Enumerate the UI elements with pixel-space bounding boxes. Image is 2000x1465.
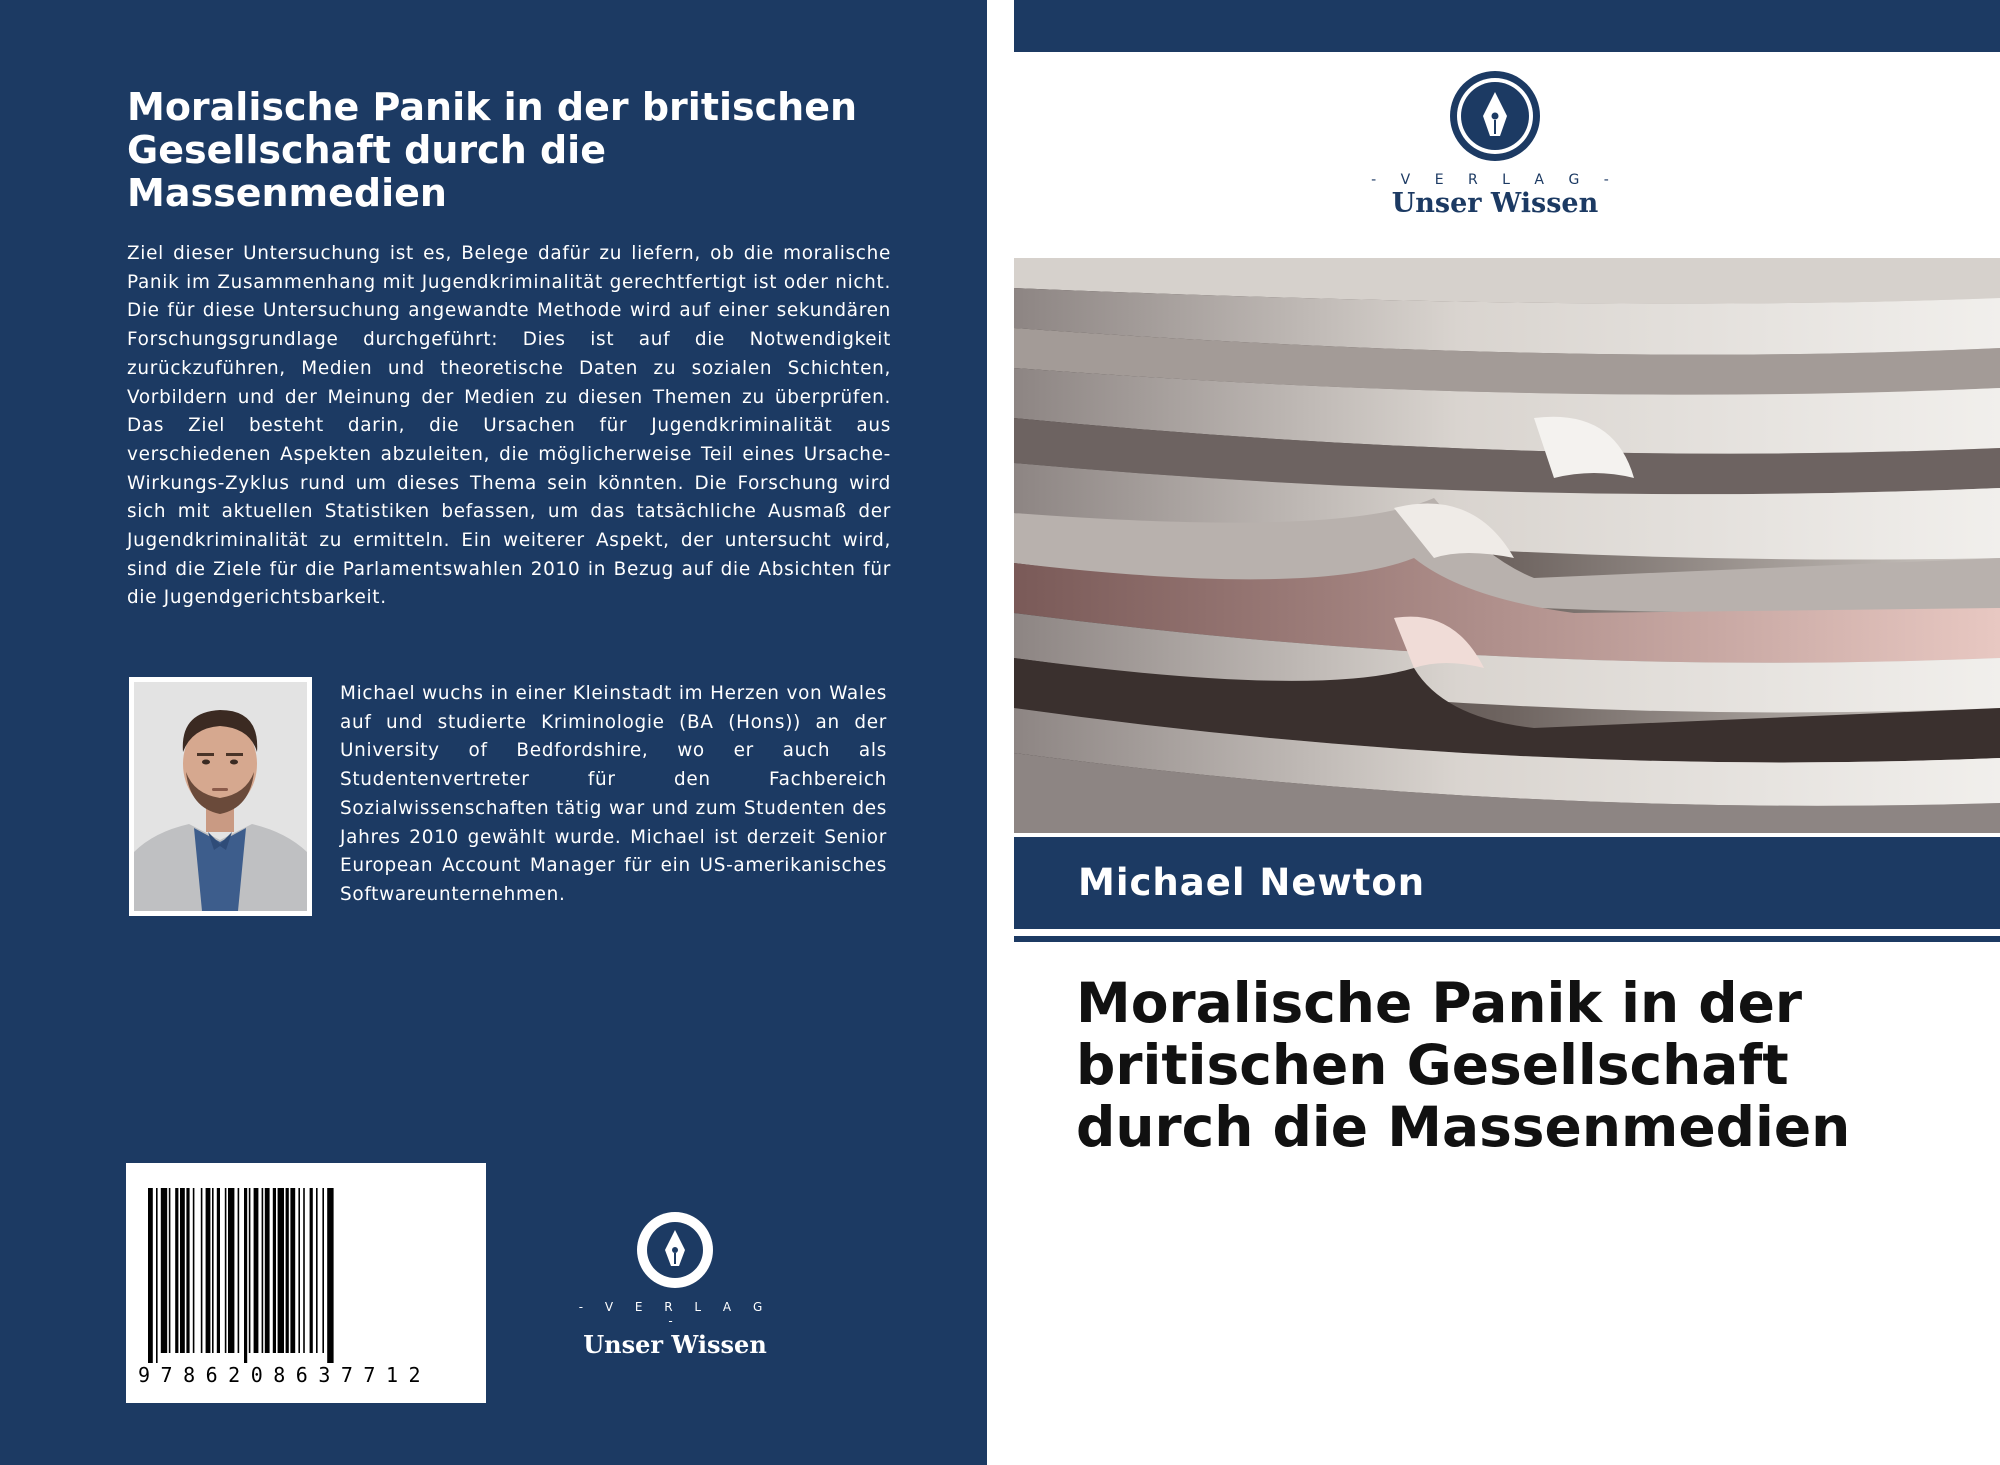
isbn-barcode [126, 1163, 486, 1403]
cover-photo [1014, 258, 2000, 833]
barcode-bar [238, 1188, 240, 1353]
barcode-bar [290, 1188, 295, 1353]
stacked-newspapers-image [1014, 258, 2000, 833]
back-publisher-logo [570, 1210, 780, 1359]
author-photo [129, 677, 312, 916]
barcode-bar [244, 1188, 247, 1363]
barcode-bar [180, 1188, 185, 1353]
pen-nib-seal-icon [1449, 70, 1541, 162]
barcode-bar [262, 1188, 264, 1353]
barcode-bar [327, 1188, 333, 1363]
back-cover [0, 0, 987, 1465]
author-portrait-image [134, 682, 307, 911]
barcode-bar [254, 1188, 259, 1353]
front-author-name: Michael Newton [1078, 861, 1426, 904]
front-publisher-logo [1370, 70, 1620, 220]
barcode-bars [126, 1163, 486, 1363]
barcode-bar [249, 1188, 251, 1353]
barcode-bar [310, 1188, 313, 1353]
barcode-bar [273, 1188, 276, 1353]
barcode-bar [206, 1188, 211, 1353]
barcode-bar [303, 1188, 305, 1353]
front-cover-title: Moralische Panik in der britischen Gesellschaft durch die Massenmedien [1076, 971, 1851, 1159]
barcode-bar [156, 1188, 158, 1363]
barcode-bar [161, 1188, 167, 1353]
front-publisher-name: Unser Wissen [1391, 188, 1599, 219]
front-top-bar [1014, 0, 2000, 52]
author-bio: Michael wuchs in einer Kleinstadt im Herzen von Wales auf und studierte Kriminologie (BA (Hons)) an der University of Bedfordshire, wo er auch als Studentenvertreter für den Fachbereich Sozialwissenschaften tätig war und zum Studenten des Jahres 2010 gewählt wurde. Michael ist derzeit Senior European Account Manager für ein US-amerikanisches Softwareunternehmen. [340, 683, 887, 905]
barcode-bar [193, 1188, 195, 1353]
barcode-bar [148, 1188, 153, 1363]
barcode-bar [322, 1188, 324, 1353]
barcode-bar [316, 1188, 318, 1353]
barcode-bar [201, 1188, 203, 1353]
barcode-bar [175, 1188, 178, 1353]
author-band [1014, 837, 2000, 929]
front-publisher-verlag: - V E R L A G - [1371, 172, 1619, 188]
isbn-digits: 9786208637712 [138, 1363, 432, 1387]
back-publisher-verlag: - V E R L A G - [578, 1300, 772, 1328]
barcode-bar [225, 1188, 227, 1353]
barcode-bar [217, 1188, 220, 1353]
back-cover-title: Moralische Panik in der britischen Gesellschaft durch die Massenmedien [127, 85, 858, 215]
barcode-bar [228, 1188, 234, 1353]
barcode-bar [265, 1188, 270, 1353]
barcode-bar [186, 1188, 189, 1353]
divider-rule [1014, 936, 2000, 942]
barcode-bar [212, 1188, 214, 1353]
pen-nib-seal-icon [635, 1210, 715, 1290]
back-publisher-name: Unser Wissen [583, 1330, 767, 1359]
barcode-bar [169, 1188, 171, 1353]
barcode-bar [298, 1188, 300, 1353]
back-cover-blurb: Ziel dieser Untersuchung ist es, Belege dafür zu liefern, ob die moralische Panik im Zusammenhang mit Jugendkriminalität gerechtfertigt ist oder nicht. Die für diese Untersuchung angewandte Methode wird auf einer sekundären Forschungsgrundlage durchgeführt: Dies ist auf die Notwendigkeit zurückzuführen, Medien und theoretische Daten zu sozialen Schichten, Vorbildern und der Meinung der Medien zu diesen Themen zu überprüfen. Das Ziel besteht darin, die Ursachen für Jugendkriminalität aus verschiedenen Aspekten abzuleiten, die möglicherweise Teil eines Ursache-Wirkungs-Zyklus rund um dieses Thema sein könnten. Die Forschung wird sich mit aktuellen Statistiken befassen, um das tatsächliche Ausmaß der Jugendkriminalität zu ermitteln. Ein weiterer Aspekt, der untersucht wird, sind die Ziele für die Parlamentswahlen 2010 in Bezug auf die Absichten für die Jugendgerichtsbarkeit. [127, 243, 891, 609]
barcode-bar [286, 1188, 289, 1353]
barcode-bar [278, 1188, 284, 1353]
